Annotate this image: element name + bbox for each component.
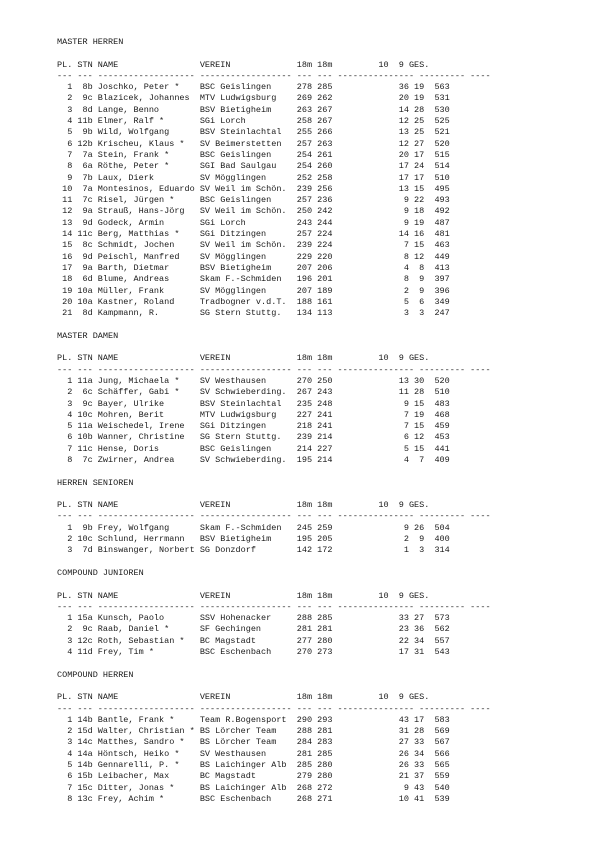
- spacer: [57, 319, 491, 330]
- section-title: MASTER DAMEN: [57, 330, 119, 341]
- table-row: 1 15a Kunsch, Paolo SSV Hohenacker 288 285 33 27 573: [57, 613, 450, 624]
- table-row: 1 8b Joschko, Peter * BSC Geislingen 278 285 36 19 563: [57, 82, 450, 93]
- table-row: 4 10c Mohren, Berit MTV Ludwigsburg 227 241 7 19 468: [57, 409, 450, 420]
- table-row: 16 9d Peischl, Manfred SV Mögglingen 229 220 8 12 449: [57, 251, 450, 262]
- table-row: 3 8d Lange, Benno BSV Bietigheim 263 267 14 28 530: [57, 104, 450, 115]
- table-row: 6 12b Krischeu, Klaus * SV Beimerstetten 257 263 12 27 520: [57, 138, 450, 149]
- spacer: [57, 466, 491, 477]
- table-row: 3 7d Binswanger, Norbert SG Donzdorf 142 172 1 3 314: [57, 545, 450, 556]
- spacer: [57, 557, 491, 568]
- table-row: 13 9d Godeck, Armin SGi Lorch 243 244 9 19 487: [57, 217, 450, 228]
- spacer: [57, 681, 491, 692]
- column-header: PL. STN NAME VEREIN 18m 18m 10 9 GES.: [57, 353, 430, 364]
- spacer: [57, 489, 491, 500]
- table-row: 2 10c Schlund, Herrmann BSV Bietigheim 195 205 2 9 400: [57, 534, 450, 545]
- column-header: PL. STN NAME VEREIN 18m 18m 10 9 GES.: [57, 590, 430, 601]
- spacer: [57, 658, 491, 669]
- table-row: 19 10a Müller, Frank SV Mögglingen 207 189 2 9 396: [57, 285, 450, 296]
- spacer: [57, 342, 491, 353]
- table-row: 4 14a Höntsch, Heiko * SV Westhausen 281 285 26 34 566: [57, 748, 450, 759]
- table-row: 7 15c Ditter, Jonas * BS Laichinger Alb 268 272 9 43 540: [57, 782, 450, 793]
- table-row: 7 11c Hense, Doris BSC Geislingen 214 227 5 15 441: [57, 443, 450, 454]
- column-header: PL. STN NAME VEREIN 18m 18m 10 9 GES.: [57, 59, 430, 70]
- spacer: [57, 48, 491, 59]
- table-row: 2 9c Raab, Daniel * SF Gechingen 281 281 23 36 562: [57, 624, 450, 635]
- table-row: 10 7a Montesinos, Eduardo SV Weil im Schön. 239 256 13 15 495: [57, 183, 450, 194]
- table-row: 5 9b Wild, Wolfgang BSV Steinlachtal 255 266 13 25 521: [57, 127, 450, 138]
- column-separator: --- --- ------------------- ------------------ --- --- --------------- --------- ----: [57, 703, 491, 714]
- table-row: 6 10b Wanner, Christine SG Stern Stuttg. 239 214 6 12 453: [57, 432, 450, 443]
- table-row: 18 6d Blume, Andreas Skam F.-Schmiden 196 201 8 9 397: [57, 274, 450, 285]
- table-row: 2 6c Schäffer, Gabi * SV Schwieberding. 267 243 11 28 510: [57, 387, 450, 398]
- column-separator: --- --- ------------------- ------------------ --- --- --------------- --------- ----: [57, 364, 491, 375]
- table-row: 12 9a Strauß, Hans-Jörg SV Weil im Schön. 250 242 9 18 492: [57, 206, 450, 217]
- spacer: [57, 579, 491, 590]
- table-row: 8 13c Frey, Achim * BSC Eschenbach 268 271 10 41 539: [57, 793, 450, 804]
- table-row: 9 7b Laux, Dierk SV Mögglingen 252 258 17 17 510: [57, 172, 450, 183]
- column-header: PL. STN NAME VEREIN 18m 18m 10 9 GES.: [57, 692, 430, 703]
- table-row: 6 15b Leibacher, Max BC Magstadt 279 280 21 37 559: [57, 771, 450, 782]
- table-row: 17 9a Barth, Dietmar BSV Bietigheim 207 206 4 8 413: [57, 262, 450, 273]
- section-title: COMPOUND JUNIOREN: [57, 567, 144, 578]
- table-row: 1 9b Frey, Wolfgang Skam F.-Schmiden 245 259 9 26 504: [57, 522, 450, 533]
- table-row: 7 7a Stein, Frank * BSC Geislingen 254 261 20 17 515: [57, 149, 450, 160]
- table-row: 8 7c Zwirner, Andrea SV Schwieberding. 195 214 4 7 409: [57, 454, 450, 465]
- table-row: 20 10a Kastner, Roland Tradbogner v.d.T. 188 161 5 6 349: [57, 296, 450, 307]
- table-row: 14 11c Berg, Matthias * SGi Ditzingen 257 224 14 16 481: [57, 229, 450, 240]
- section-title: HERREN SENIOREN: [57, 477, 134, 488]
- section-title: COMPOUND HERREN: [57, 669, 134, 680]
- column-separator: --- --- ------------------- ------------------ --- --- --------------- --------- ----: [57, 601, 491, 612]
- table-row: 3 9c Bayer, Ulrike BSV Steinlachtal 235 248 9 15 483: [57, 398, 450, 409]
- table-row: 2 15d Walter, Christian * BS Lörcher Team 288 281 31 28 569: [57, 726, 450, 737]
- table-row: 21 8d Kampmann, R. SG Stern Stuttg. 134 113 3 3 247: [57, 308, 450, 319]
- table-row: 1 14b Bantle, Frank * Team R.Bogensport 290 293 43 17 583: [57, 714, 450, 725]
- table-row: 8 6a Röthe, Peter * SGI Bad Saulgau 254 260 17 24 514: [57, 161, 450, 172]
- table-row: 11 7c Risel, Jürgen * BSC Geislingen 257 236 9 22 493: [57, 195, 450, 206]
- section-title: MASTER HERREN: [57, 37, 124, 47]
- column-separator: --- --- ------------------- ------------------ --- --- --------------- --------- ----: [57, 70, 491, 81]
- table-row: 3 12c Roth, Sebastian * BC Magstadt 277 280 22 34 557: [57, 635, 450, 646]
- table-row: 3 14c Matthes, Sandro * BS Lörcher Team 284 283 27 33 567: [57, 737, 450, 748]
- table-row: 4 11b Elmer, Ralf * SGi Lorch 258 267 12 25 525: [57, 116, 450, 127]
- results-document: [57, 37, 491, 805]
- table-row: 1 11a Jung, Michaela * SV Westhausen 270 250 13 30 520: [57, 375, 450, 386]
- table-row: 4 11d Frey, Tim * BSC Eschenbach 270 273 17 31 543: [57, 647, 450, 658]
- table-row: 5 14b Gennarelli, P. * BS Laichinger Alb 285 280 26 33 565: [57, 760, 450, 770]
- column-separator: --- --- ------------------- ------------------ --- --- --------------- --------- ----: [57, 511, 491, 522]
- table-row: 15 8c Schmidt, Jochen SV Weil im Schön. 239 224 7 15 463: [57, 240, 450, 251]
- table-row: 5 11a Weischedel, Irene SGi Ditzingen 218 241 7 15 459: [57, 421, 450, 432]
- column-header: PL. STN NAME VEREIN 18m 18m 10 9 GES.: [57, 500, 430, 511]
- table-row: 2 9c Blazicek, Johannes MTV Ludwigsburg 269 262 20 19 531: [57, 93, 450, 104]
